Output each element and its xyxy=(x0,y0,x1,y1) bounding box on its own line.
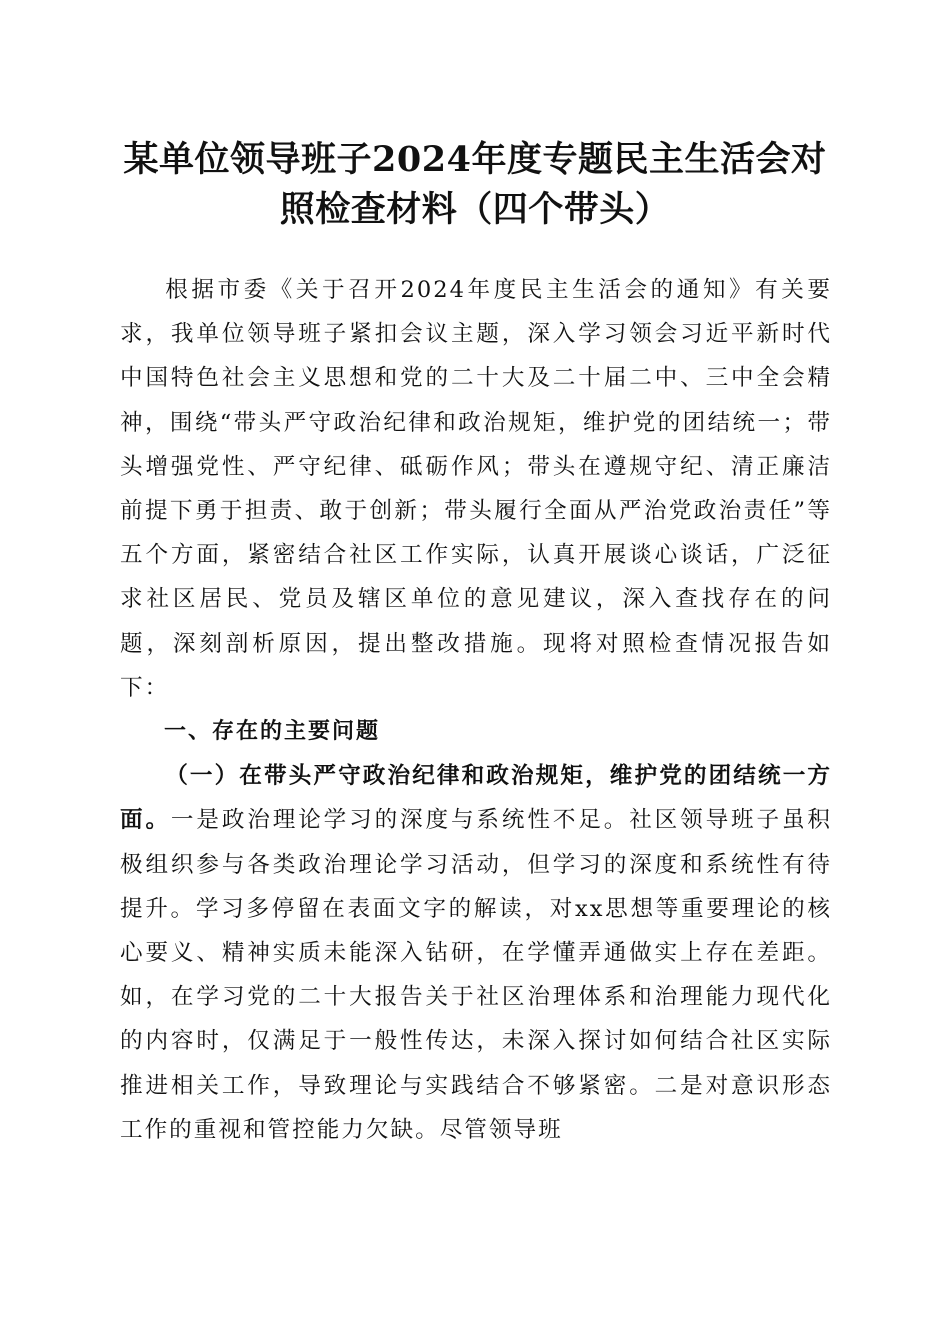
section-heading-problems: 一、存在的主要问题 xyxy=(164,719,381,745)
subsection-body: 一是政治理论学习的深度与系统性不足。社区领导班子虽积极组织参与各类政治理论学习活动，但学习的深度和系统性有待提升。学习多停留在表面文字的解读，对xx思想等重要理论的核心要义、精神实质未能深入钻研，在学懂弄通做实上存在差距。如，在学习党的二十大报告关于社区治理体系和治理能力现代化的内容时，仅满足于一般性传达，未深入探讨如何结合社区实际推进相关工作，导致理论与实践结合不够紧密。二是对意识形态工作的重视和管控能力欠缺。尽管领导班 xyxy=(120,807,833,1143)
subsection-lead: （一）在带头严守政治纪律和政治规矩，维护党的团结统一方面。 xyxy=(120,763,832,834)
document-title xyxy=(100,135,850,235)
subsection-paragraph xyxy=(120,754,832,1152)
document-body xyxy=(120,268,832,1152)
title-line-1: 某单位领导班子2024年度专题民主生活会对 xyxy=(123,139,827,180)
intro-paragraph: 根据市委《关于召开2024年度民主生活会的通知》有关要求，我单位领导班子紧扣会议主题，深入学习领会习近平新时代中国特色社会主义思想和党的二十大及二十届二中、三中全会精神，围绕“带头严守政治纪律和政治规矩，维护党的团结统一；带头增强党性、严守纪律、砥砺作风；带头在遵规守纪、清正廉洁前提下勇于担责、敢于创新；带头履行全面从严治党政治责任”等五个方面，紧密结合社区工作实际，认真开展谈心谈话，广泛征求社区居民、党员及辖区单位的意见建议，深入查找存在的问题，深刻剖析原因，提出整改措施。现将对照检查情况报告如下： xyxy=(120,277,832,701)
title-line-2: 照检查材料（四个带头） xyxy=(279,189,671,230)
